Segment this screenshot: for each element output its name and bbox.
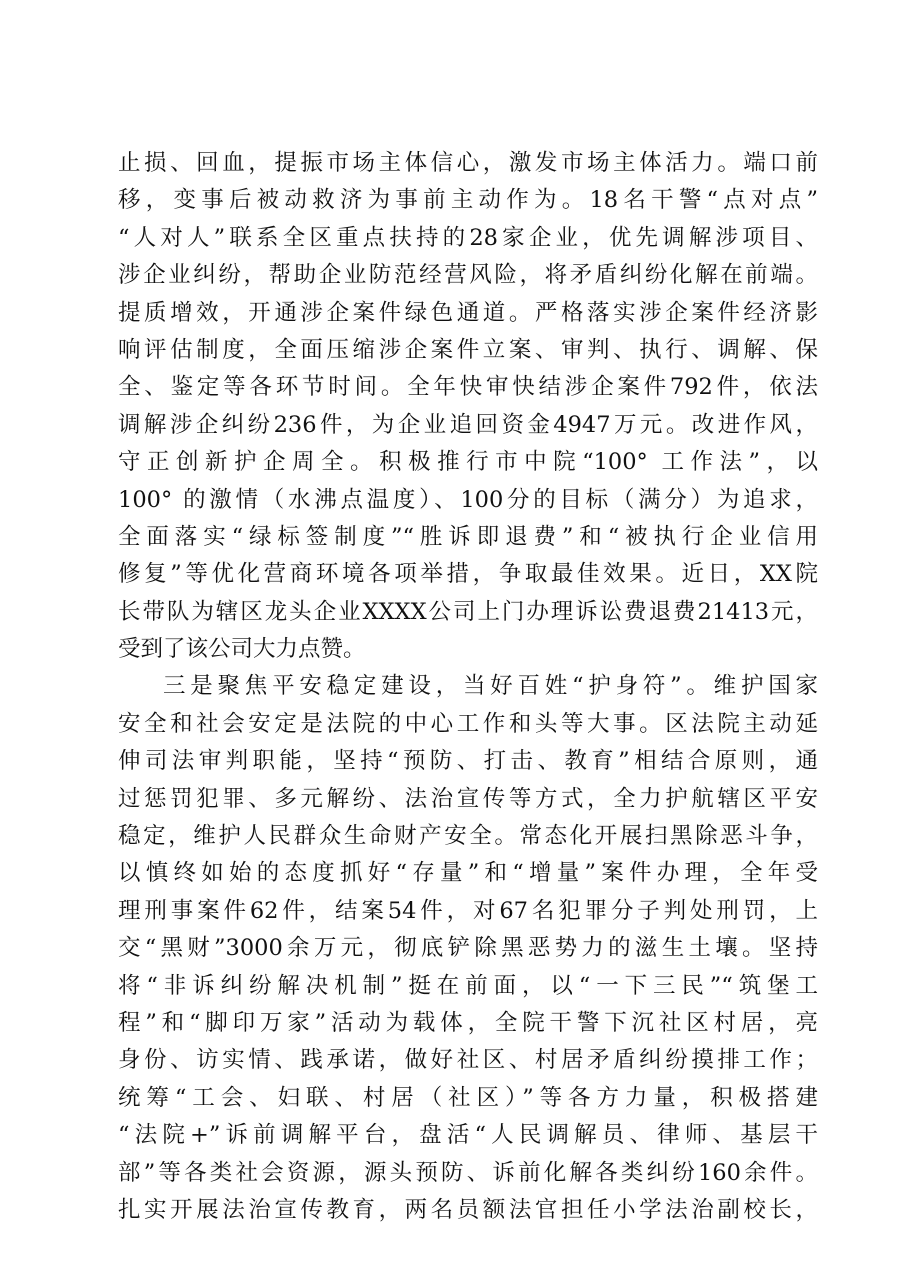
text-line: 受到了该公司大力点赞。 <box>118 636 366 663</box>
text-line: 守正创新护企周全。积极推行市中院“100° 工作法”，以 <box>118 449 818 476</box>
text-line: 提质增效，开通涉企案件绿色通道。严格落实涉企案件经济影 <box>118 299 818 326</box>
text-line: 100° 的激情（水沸点温度）、100分的目标（满分）为追求， <box>118 486 818 513</box>
text-line: 响评估制度，全面压缩涉企案件立案、审判、执行、调解、保 <box>118 336 818 363</box>
text-line: 部”等各类社会资源，源头预防、诉前化解各类纠纷160余件。 <box>118 1159 818 1186</box>
text-line: 扎实开展法治宣传教育，两名员额法官担任小学法治副校长， <box>118 1196 818 1223</box>
text-line: 调解涉企纠纷236件，为企业追回资金4947万元。改进作风， <box>118 411 818 438</box>
text-line: 稳定，维护人民群众生命财产安全。常态化开展扫黑除恶斗争， <box>118 823 818 850</box>
document-body <box>118 145 818 1229</box>
paragraph-2 <box>118 668 818 1229</box>
text-line: 理刑事案件62件，结案54件，对67名犯罪分子判处刑罚，上 <box>118 897 818 924</box>
text-line: 身份、访实情、践承诺，做好社区、村居矛盾纠纷摸排工作； <box>118 1047 818 1074</box>
paragraph-1 <box>118 145 818 668</box>
text-line: 移，变事后被动救济为事前主动作为。18名干警“点对点” <box>118 187 818 214</box>
text-line: 全、鉴定等各环节时间。全年快审快结涉企案件792件，依法 <box>118 374 818 401</box>
text-line: “法院+”诉前调解平台，盘活“人民调解员、律师、基层干 <box>118 1122 818 1149</box>
text-line: 将“非诉纠纷解决机制”挺在前面，以“一下三民”“筑堡工 <box>118 972 818 999</box>
text-line: 止损、回血，提振市场主体信心，激发市场主体活力。端口前 <box>118 150 818 176</box>
text-line: 全面落实“绿标签制度”“胜诉即退费”和“被执行企业信用 <box>118 523 818 550</box>
text-line: 长带队为辖区龙头企业XXXX公司上门办理诉讼费退费21413元， <box>118 598 818 625</box>
text-line: 统筹“工会、妇联、村居（社区）”等各方力量，积极搭建 <box>118 1084 818 1111</box>
text-line: 三是聚焦平安稳定建设，当好百姓“护身符”。维护国家 <box>163 673 818 700</box>
text-line: 安全和社会安定是法院的中心工作和头等大事。区法院主动延 <box>118 710 818 737</box>
text-line: 过惩罚犯罪、多元解纷、法治宣传等方式，全力护航辖区平安 <box>118 785 818 812</box>
text-line: “人对人”联系全区重点扶持的28家企业，优先调解涉项目、 <box>118 224 818 251</box>
text-line: 修复”等优化营商环境各项举措，争取最佳效果。近日，XX院 <box>118 561 818 588</box>
text-line: 伸司法审判职能，坚持“预防、打击、教育”相结合原则，通 <box>118 748 818 775</box>
text-line: 交“黑财”3000余万元，彻底铲除黑恶势力的滋生土壤。坚持 <box>118 935 818 962</box>
text-line: 以慎终如始的态度抓好“存量”和“增量”案件办理，全年受 <box>118 860 818 887</box>
text-line: 程”和“脚印万家”活动为载体，全院干警下沉社区村居，亮 <box>118 1009 818 1036</box>
text-line: 涉企业纠纷，帮助企业防范经营风险，将矛盾纠纷化解在前端。 <box>118 262 818 289</box>
